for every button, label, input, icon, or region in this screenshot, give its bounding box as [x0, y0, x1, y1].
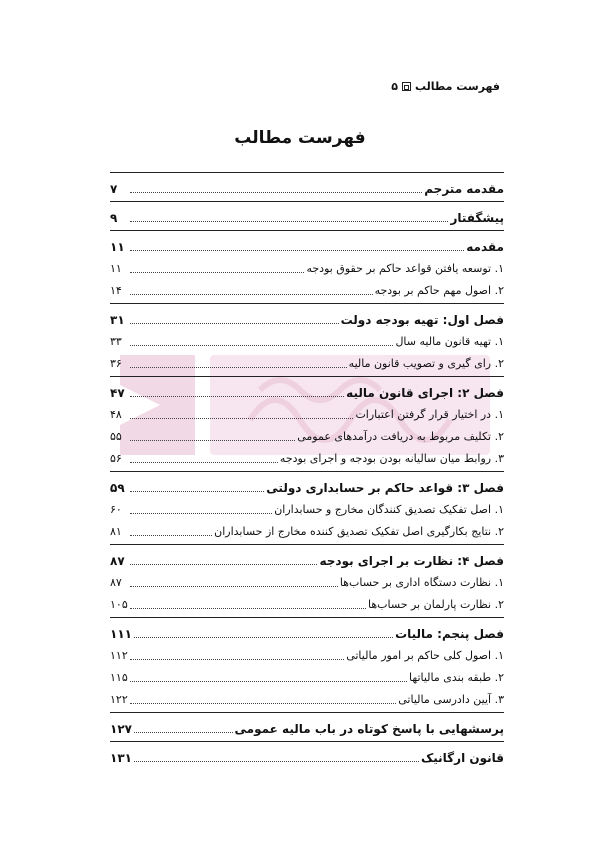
toc-entry-text: ۱. اصل تفکیک تصدیق کنندگان مخارج و حسابداران	[274, 503, 504, 516]
toc-heading-row	[110, 204, 504, 226]
toc-entry-text: ۱. در اختیار قرار گرفتن اعتبارات	[355, 408, 504, 421]
toc-entry-text: ۱. تهیه قانون مالیه سال	[395, 335, 504, 348]
toc-entry-row	[110, 591, 504, 613]
toc-entry-row	[110, 255, 504, 277]
toc-entry-text: ۳. آیین دادرسی مالیاتی	[398, 693, 504, 706]
toc-page-number: ۱۱	[110, 240, 125, 254]
toc-page-number: ۴۷	[110, 386, 125, 400]
dot-leader	[134, 732, 233, 733]
toc-heading-row	[110, 233, 504, 255]
toc-page-number: ۸۱	[110, 525, 122, 538]
toc-page-number: ۸۷	[110, 554, 125, 568]
dot-leader	[130, 491, 264, 492]
toc-entry-row	[110, 401, 504, 423]
toc-page-number: ۸۷	[110, 576, 122, 589]
toc-page-number: ۵۵	[110, 430, 122, 443]
section-divider	[110, 471, 504, 472]
toc-page-number: ۳۶	[110, 357, 122, 370]
toc-page-number: ۹	[110, 211, 118, 225]
toc-entry-text: فصل ۴: نظارت بر اجرای بودجه	[319, 554, 504, 568]
toc-entry-row	[110, 642, 504, 664]
toc-entry-text: فصل ۲: اجرای قانون مالیه	[346, 386, 504, 400]
dot-leader	[130, 608, 366, 609]
toc-entry-text: فصل اول: تهیه بودجه دولت	[340, 313, 504, 327]
toc-page-number: ۱۳۱	[110, 751, 132, 765]
section-divider	[110, 230, 504, 231]
toc-entry-text: پرسشهایی با پاسخ کوتاه در باب مالیه عمومی	[234, 722, 504, 736]
dot-leader	[130, 323, 339, 324]
toc-page-number: ۴۸	[110, 408, 122, 421]
toc-page-number: ۱۱	[110, 262, 122, 275]
toc-page-number: ۳۱	[110, 313, 125, 327]
toc-entry-text: ۳. روابط میان سالیانه بودن بودجه و اجرای بودجه	[279, 452, 504, 465]
dot-leader	[130, 564, 317, 565]
dot-leader	[130, 294, 373, 295]
toc-entry-row	[110, 445, 504, 467]
toc-entry-text: ۱. توسعه یافتن قواعد حاکم بر حقوق بودجه	[306, 262, 504, 275]
toc-page-number: ۵۶	[110, 452, 122, 465]
dot-leader	[130, 250, 464, 251]
toc-entry-row	[110, 686, 504, 708]
toc-entry-text: فصل پنجم: مالیات	[395, 627, 504, 641]
toc-page-number: ۱۰۵	[110, 598, 128, 611]
section-divider	[110, 201, 504, 202]
toc-page-number: ۵۹	[110, 481, 125, 495]
toc-entry-row	[110, 664, 504, 686]
toc-heading-row	[110, 175, 504, 197]
running-head	[391, 80, 500, 93]
toc-entry-text: مقدمه	[466, 240, 504, 254]
running-head-page: ۵	[391, 80, 398, 93]
toc-entry-text: ۲. تکلیف مربوط به دریافت درآمدهای عمومی	[297, 430, 504, 443]
toc-page-number: ۱۱۵	[110, 671, 128, 684]
toc-entry-row	[110, 496, 504, 518]
section-divider	[110, 376, 504, 377]
dot-leader	[130, 272, 304, 273]
toc-entry-text: مقدمه مترجم	[424, 182, 504, 196]
toc-entry-row	[110, 518, 504, 540]
toc-entry-text: ۲. نتایج بکارگیری اصل تفکیک تصدیق کننده مخارج از حسابداران	[214, 525, 504, 538]
section-divider	[110, 617, 504, 618]
toc-heading-row	[110, 547, 504, 569]
dot-leader	[130, 513, 272, 514]
table-of-contents	[110, 168, 504, 766]
page-box-icon	[402, 82, 411, 91]
toc-page-number: ۷	[110, 182, 118, 196]
dot-leader	[130, 586, 338, 587]
toc-page-number: ۱۲۷	[110, 722, 132, 736]
toc-entry-text: ۲. نظارت پارلمان بر حساب‌ها	[368, 598, 504, 611]
toc-entry-text: پیشگفتار	[450, 211, 504, 225]
section-divider	[110, 712, 504, 713]
toc-heading-row	[110, 306, 504, 328]
toc-page-number: ۱۱۱	[110, 627, 132, 641]
dot-leader	[130, 367, 347, 368]
dot-leader	[130, 535, 212, 536]
toc-entry-text: ۲. طبقه بندی مالیاتها	[409, 671, 504, 684]
toc-entry-text: فصل ۳: قواعد حاکم بر حسابداری دولتی	[266, 481, 504, 495]
dot-leader	[130, 192, 422, 193]
toc-heading-row	[110, 379, 504, 401]
dot-leader	[130, 396, 344, 397]
section-divider	[110, 303, 504, 304]
toc-entry-row	[110, 423, 504, 445]
toc-entry-text: ۱. نظارت دستگاه اداری بر حساب‌ها	[339, 576, 504, 589]
dot-leader	[130, 221, 448, 222]
dot-leader	[134, 637, 393, 638]
dot-leader	[130, 703, 396, 704]
dot-leader	[130, 659, 344, 660]
dot-leader	[130, 440, 295, 441]
section-divider	[110, 741, 504, 742]
toc-page-number: ۱۲۲	[110, 693, 128, 706]
dot-leader	[134, 761, 419, 762]
section-divider	[110, 172, 504, 173]
dot-leader	[130, 345, 393, 346]
toc-entry-text: ۱. اصول کلی حاکم بر امور مالیاتی	[346, 649, 504, 662]
dot-leader	[130, 462, 278, 463]
toc-page-number: ۱۱۲	[110, 649, 128, 662]
running-head-label: فهرست مطالب	[414, 80, 500, 93]
toc-entry-row	[110, 350, 504, 372]
toc-page-number: ۱۴	[110, 284, 122, 297]
toc-entry-row	[110, 328, 504, 350]
dot-leader	[130, 681, 407, 682]
page-title: فهرست مطالب	[234, 128, 366, 148]
section-divider	[110, 544, 504, 545]
toc-entry-text: قانون ارگانیک	[420, 751, 504, 765]
toc-heading-row	[110, 620, 504, 642]
toc-page-number: ۳۳	[110, 335, 122, 348]
toc-heading-row	[110, 474, 504, 496]
toc-entry-text: ۲. اصول مهم حاکم بر بودجه	[374, 284, 504, 297]
dot-leader	[130, 418, 353, 419]
toc-page-number: ۶۰	[110, 503, 122, 516]
toc-entry-text: ۲. رای گیری و تصویب قانون مالیه	[348, 357, 504, 370]
toc-heading-row	[110, 715, 504, 737]
toc-entry-row	[110, 569, 504, 591]
toc-entry-row	[110, 277, 504, 299]
toc-heading-row	[110, 744, 504, 766]
